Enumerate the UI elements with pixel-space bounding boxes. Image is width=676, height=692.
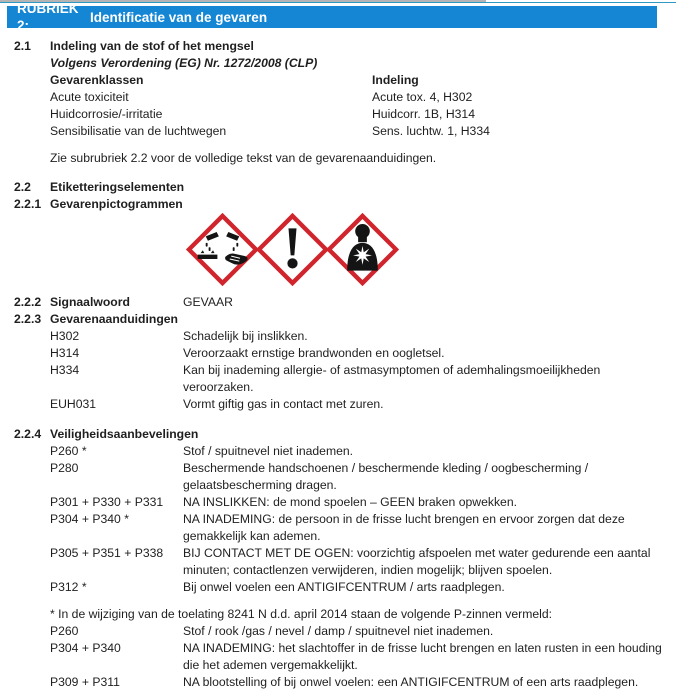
classification-cell: Sens. luchtw. 1, H334: [372, 124, 490, 138]
subsection-number: 2.1: [14, 39, 31, 53]
section-header-bar: [7, 1, 657, 33]
hazard-class-cell: Huidcorrosie/-irritatie: [50, 107, 163, 121]
subsection-2-2-2: [14, 294, 669, 311]
precautionary-statement: [50, 545, 669, 579]
hazard-text: Schadelijk bij inslikken.: [183, 329, 308, 343]
footnote-statement: [50, 623, 669, 640]
subsection-number: 2.2: [14, 180, 31, 194]
hazard-statement: [50, 362, 669, 396]
document-body: [14, 38, 669, 691]
subsection-title: Gevarenpictogrammen: [50, 197, 183, 211]
subsection-number: 2.2.3: [14, 312, 42, 326]
precaution-text: Stof / spuitnevel niet inademen.: [183, 444, 354, 458]
signal-word-label: Signaalwoord: [50, 295, 130, 309]
hazard-text: Kan bij inademing allergie- of astmasymptomen of ademhalingsmoeilijkheden veroorzaken.: [183, 363, 601, 394]
column-header-hazard-classes: Gevarenklassen: [50, 73, 144, 87]
precaution-code: P309 + P311: [50, 675, 120, 689]
precaution-code: P312 *: [50, 580, 87, 594]
section-header-title: Identificatie van de gevaren: [90, 9, 268, 25]
subsection-number: 2.2.2: [14, 295, 42, 309]
ghs07-exclamation-icon: [256, 213, 329, 286]
ghs08-health-hazard-icon: [326, 213, 399, 286]
precautionary-statement: [50, 511, 669, 545]
precaution-code: P260: [50, 624, 79, 638]
precaution-code: P305 + P351 + P338: [50, 546, 164, 560]
regulation-reference: Volgens Verordening (EG) Nr. 1272/2008 (CLP): [50, 56, 318, 70]
precaution-code: P304 + P340: [50, 641, 121, 655]
precaution-code: P260 *: [50, 444, 87, 458]
hazard-statement: [50, 396, 669, 413]
precaution-code: P280: [50, 461, 79, 475]
ghs05-corrosion-icon: [186, 213, 259, 286]
subsection-2-1: [14, 38, 669, 167]
subsection-2-2: [14, 179, 669, 196]
table-row: [50, 89, 669, 106]
precaution-code: P304 + P340 *: [50, 512, 129, 526]
hazard-statement: [50, 328, 669, 345]
hazard-text: Veroorzaakt ernstige brandwonden en oogletsel.: [183, 346, 445, 360]
footnote-text: * In de wijziging van de toelating 8241 N d.d. april 2014 staan de volgende P-zinnen vermeld:: [50, 607, 553, 621]
subsection-number: 2.2.4: [14, 427, 42, 441]
classification-cell: Acute tox. 4, H302: [372, 90, 473, 104]
precaution-text: NA INSLIKKEN: de mond spoelen – GEEN braken opwekken.: [183, 495, 517, 509]
footnote-statement: [50, 640, 669, 674]
subsection-2-2-1: [14, 196, 669, 213]
signal-word-value: GEVAAR: [183, 295, 233, 309]
subsection-title: Veiligheidsaanbevelingen: [50, 427, 199, 441]
subsection-2-2-3: [14, 311, 669, 413]
classification-cell: Huidcorr. 1B, H314: [372, 107, 475, 121]
hazard-code: H314: [50, 346, 80, 360]
section-header-number: RUBRIEK 2:: [17, 1, 79, 33]
hazard-class-cell: Sensibilisatie van de luchtwegen: [50, 124, 227, 138]
precautionary-statement: [50, 494, 669, 511]
hazard-text: Vormt giftig gas in contact met zuren.: [183, 397, 384, 411]
hazard-code: H334: [50, 363, 80, 377]
hazard-code: H302: [50, 329, 80, 343]
hazard-pictograms: [186, 213, 669, 286]
precaution-text: Bij onwel voelen een ANTIGIFCENTRUM / arts raadplegen.: [183, 580, 505, 594]
precaution-text: BIJ CONTACT MET DE OGEN: voorzichtig afspoelen met water gedurende een aantal minuten; contactlenzen verwijderen, indien mogelijk; blijven spoelen.: [183, 546, 651, 577]
precaution-text: NA INADEMING: het slachtoffer in de frisse lucht brengen en laten rusten in een houding die het ademen vergemakkelijkt.: [183, 641, 662, 672]
hazard-code: EUH031: [50, 397, 97, 411]
precaution-code: P301 + P330 + P331: [50, 495, 164, 509]
footnote-statement: [50, 674, 669, 691]
precautionary-statement: [50, 579, 669, 596]
table-row: [50, 106, 669, 123]
precautionary-statement: [50, 443, 669, 460]
column-header-classification: Indeling: [372, 73, 419, 87]
hazard-statement: [50, 345, 669, 362]
hazard-class-cell: Acute toxiciteit: [50, 90, 129, 104]
precaution-text: Beschermende handschoenen / beschermende kleding / oogbescherming / gelaatsbescherming dragen.: [183, 461, 589, 492]
classification-table-header: [50, 72, 669, 89]
precaution-text: NA INADEMING: de persoon in de frisse lucht brengen en ervoor zorgen dat deze gemakkelijk kan ademen.: [183, 512, 625, 543]
subsection-title: Gevarenaanduidingen: [50, 312, 178, 326]
subsection-title: Indeling van de stof of het mengsel: [50, 39, 254, 53]
precaution-text: Stof / rook /gas / nevel / damp / spuitnevel niet inademen.: [183, 624, 494, 638]
precautionary-statement: [50, 460, 669, 494]
subsection-number: 2.2.1: [14, 197, 42, 211]
precaution-text: NA blootstelling of bij onwel voelen: een ANTIGIFCENTRUM of een arts raadplegen.: [183, 675, 639, 689]
subsection-title: Etiketteringselementen: [50, 180, 185, 194]
page-top-rule: [0, 2, 676, 3]
cross-reference-note: Zie subrubriek 2.2 voor de volledige tekst van de gevarenaanduidingen.: [50, 151, 437, 165]
table-row: [50, 123, 669, 140]
subsection-2-2-4: [14, 426, 669, 691]
